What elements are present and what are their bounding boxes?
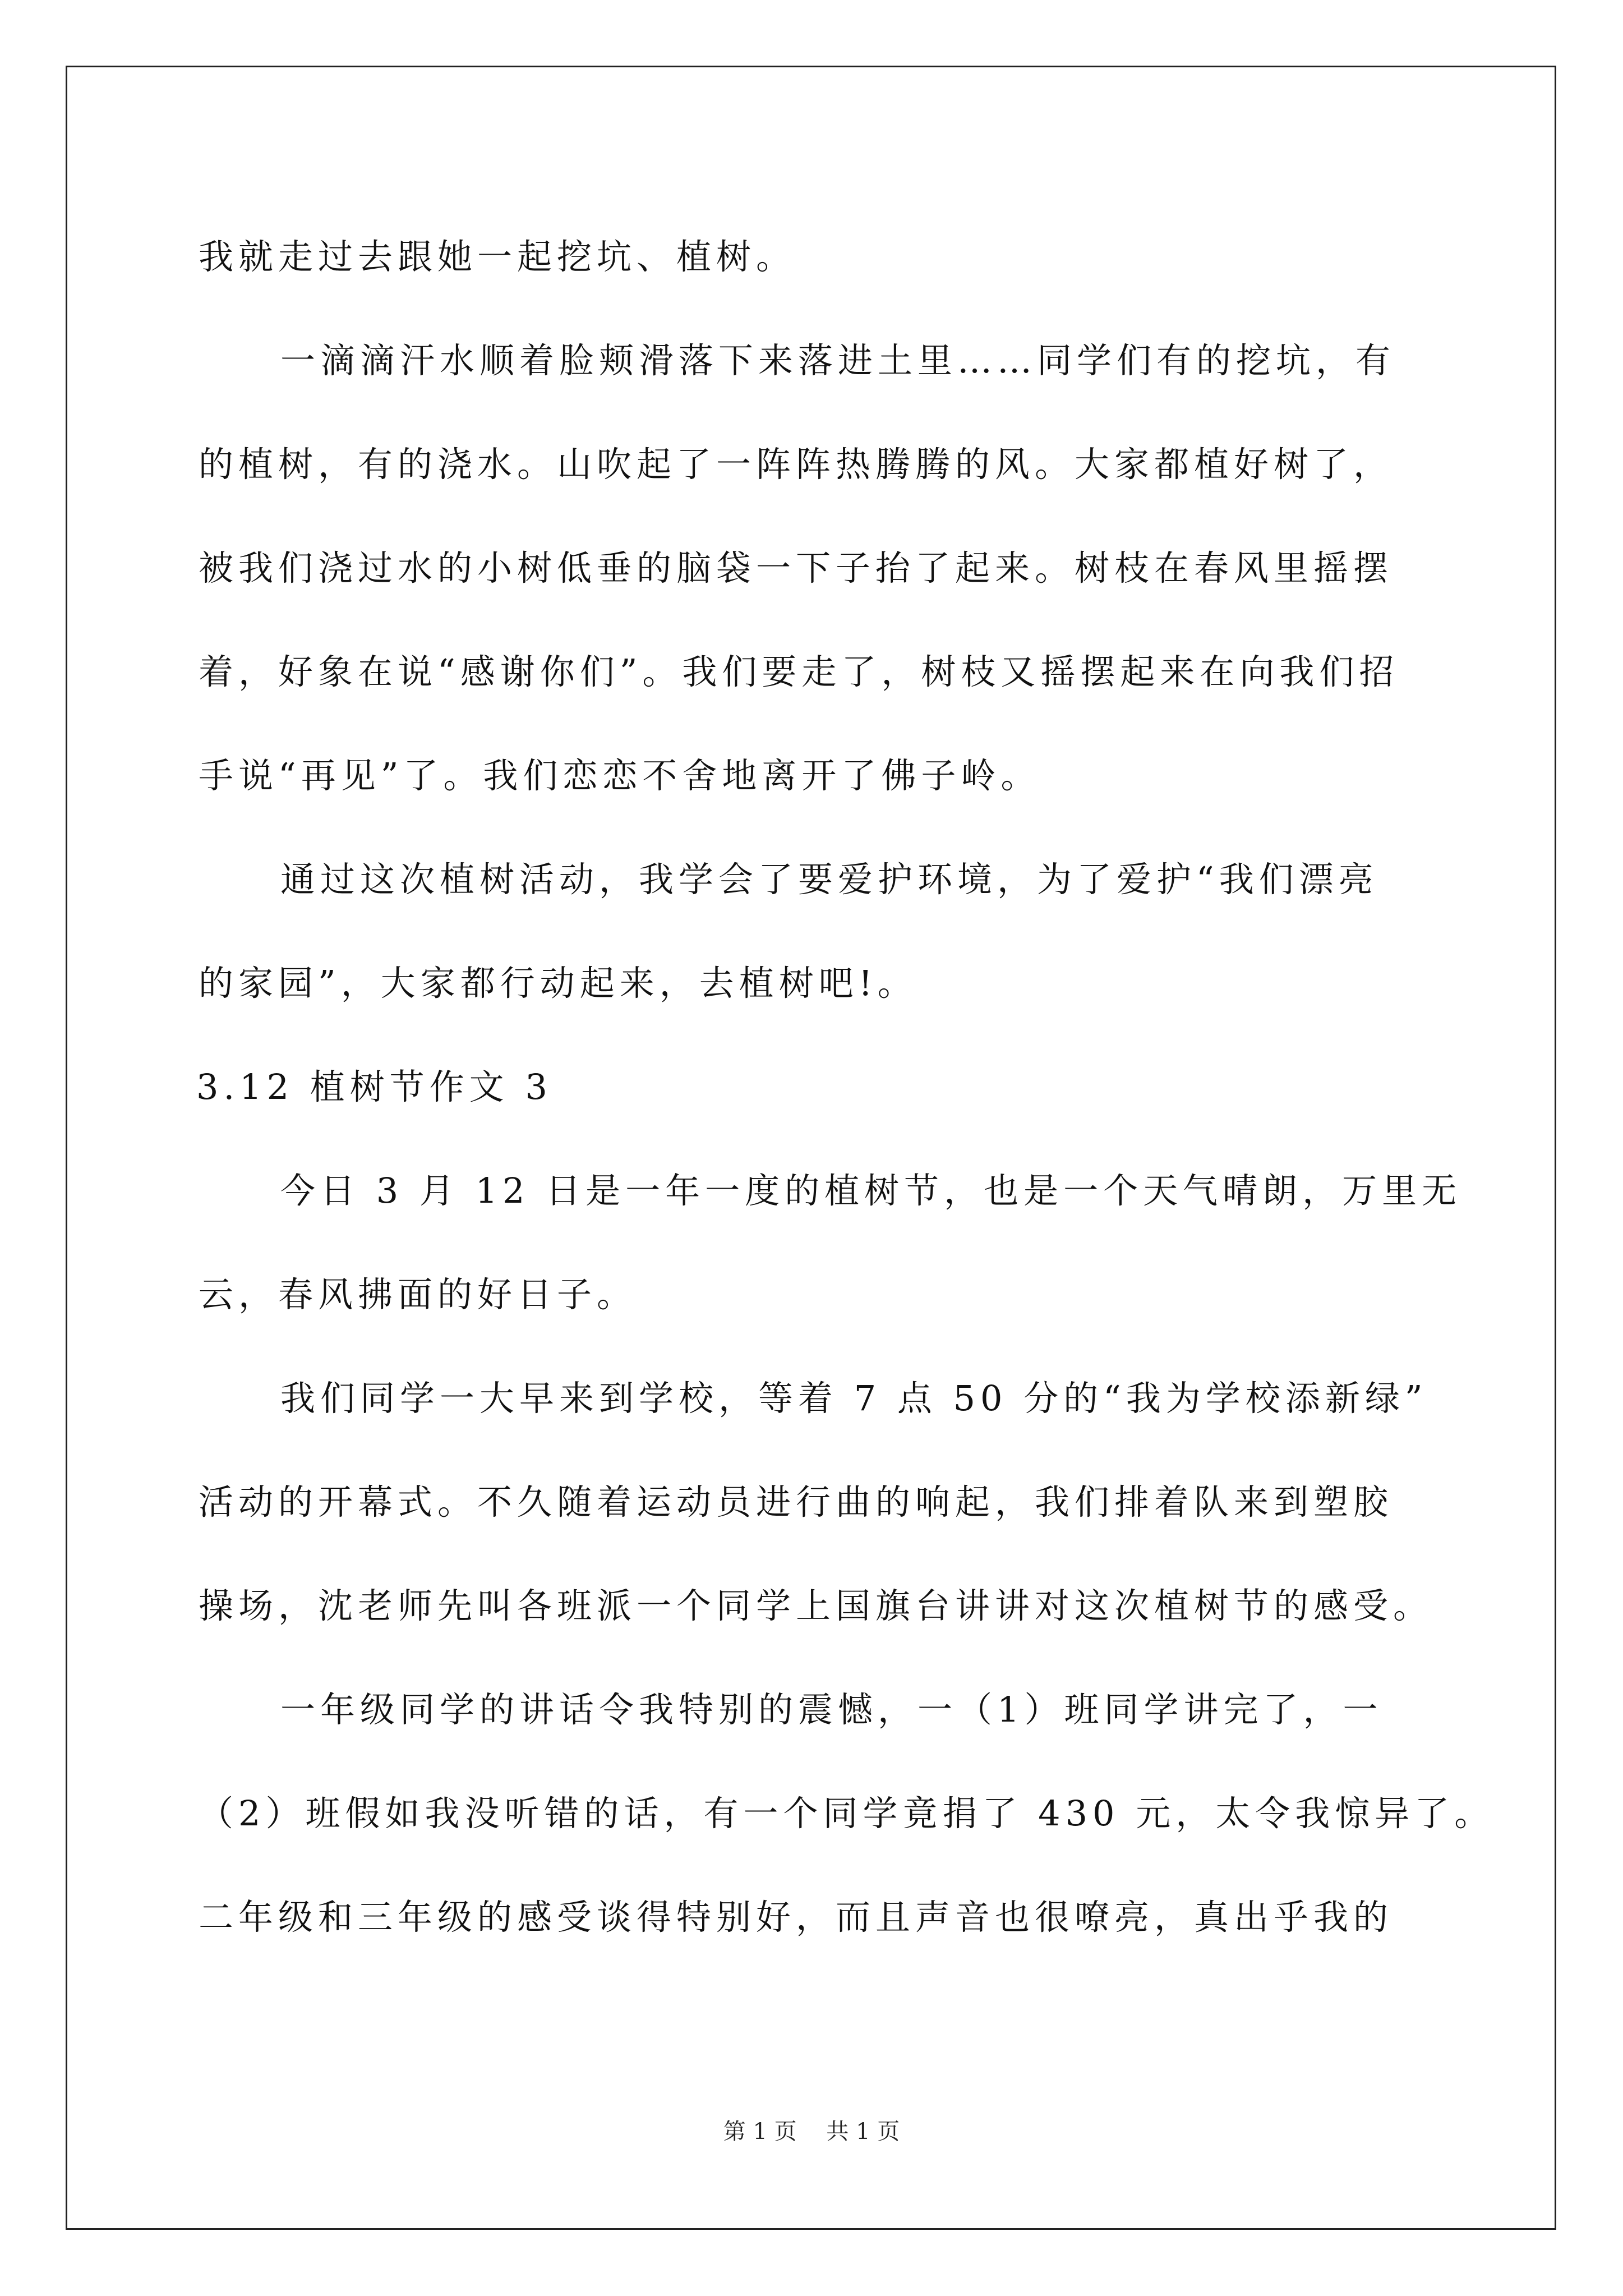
paragraph-line: 被我们浇过水的小树低垂的脑袋一下子抬了起来。树枝在春风里摇摆 (199, 547, 1394, 588)
paragraph-line: 云，春风拂面的好日子。 (199, 1274, 637, 1315)
paragraph-line: 我们同学一大早来到学校，等着 7 点 50 分的“我为学校添新绿” (280, 1378, 1428, 1419)
page-footer (0, 2118, 1623, 2146)
paragraph-line: 活动的开幕式。不久随着运动员进行曲的响起，我们排着队来到塑胶 (199, 1481, 1394, 1522)
paragraph-line: 的家园”，大家都行动起来，去植树吧!。 (199, 963, 917, 1004)
page-number: 第 1 页 (723, 2119, 797, 2145)
paragraph-line: 今日 3 月 12 日是一年一度的植树节，也是一个天气晴朗，万里无 (280, 1170, 1462, 1211)
paragraph-line: 一年级同学的讲话令我特别的震憾，一（1）班同学讲完了，一 (280, 1689, 1383, 1730)
paragraph-line: （2）班假如我没听错的话，有一个同学竟捐了 430 元，太令我惊异了。 (199, 1793, 1495, 1834)
paragraph-line: 我就走过去跟她一起挖坑、植树。 (199, 236, 796, 277)
paragraph-line: 着，好象在说“感谢你们”。我们要走了，树枝又摇摆起来在向我们招 (199, 651, 1399, 692)
paragraph-line: 二年级和三年级的感受谈得特别好，而且声音也很嘹亮，真出乎我的 (199, 1897, 1394, 1938)
paragraph-line: 通过这次植树活动，我学会了要爱护环境，为了爱护“我们漂亮 (280, 859, 1378, 900)
section-heading: 3.12 植树节作文 3 (196, 1066, 552, 1107)
paragraph-line: 一滴滴汗水顺着脸颊滑落下来落进土里……同学们有的挖坑，有 (280, 340, 1396, 381)
paragraph-line: 的植树，有的浇水。山吹起了一阵阵热腾腾的风。大家都植好树了， (199, 444, 1394, 485)
page-total: 共 1 页 (826, 2119, 900, 2145)
paragraph-line: 手说“再见”了。我们恋恋不舍地离开了佛子岭。 (199, 755, 1041, 796)
paragraph-line: 操场，沈老师先叫各班派一个同学上国旗台讲讲对这次植树节的感受。 (199, 1585, 1433, 1626)
